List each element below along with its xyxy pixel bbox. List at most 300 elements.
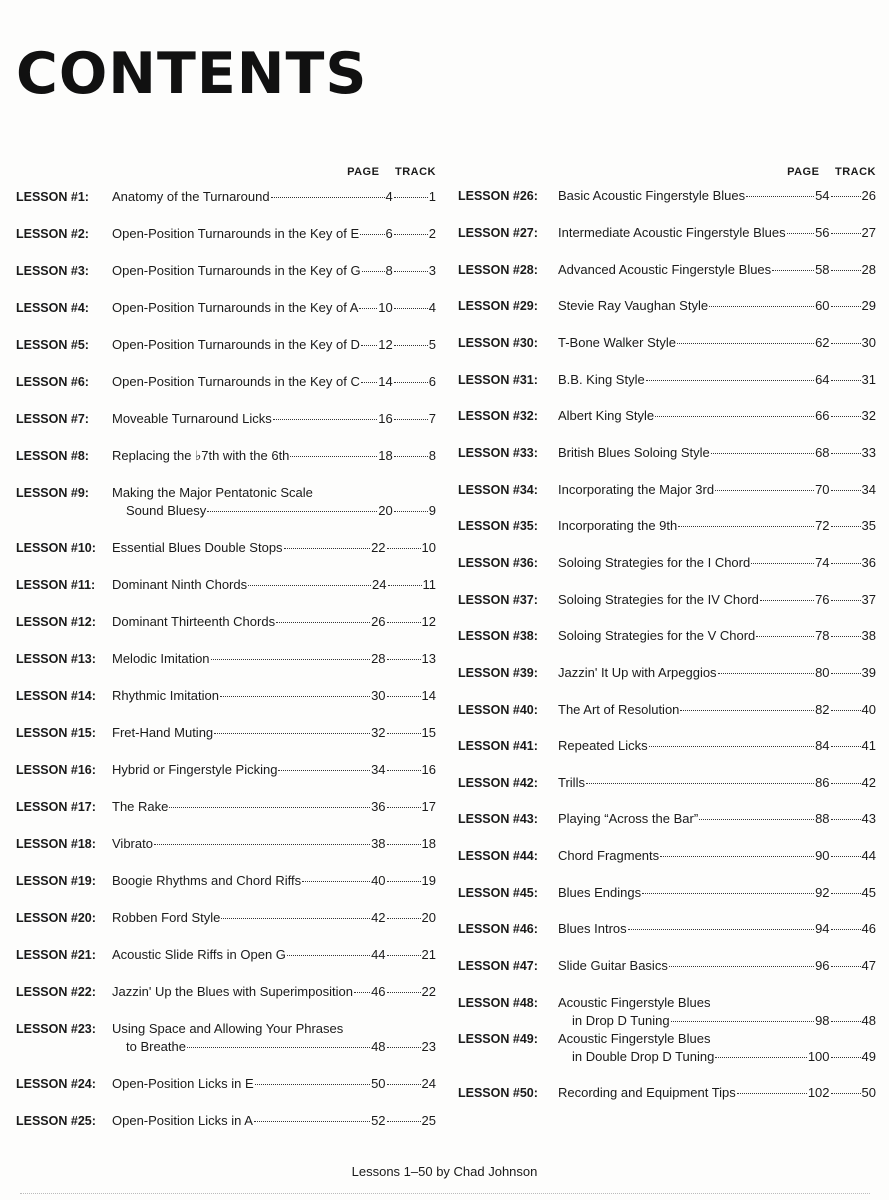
track-number: 27 <box>861 225 876 240</box>
dot-leader <box>831 966 861 967</box>
toc-row <box>558 1048 876 1066</box>
lesson-title: Hybrid or Fingerstyle Picking <box>112 762 278 777</box>
lesson-body <box>558 261 876 279</box>
page-number: 42 <box>371 910 386 925</box>
toc-row <box>112 262 436 280</box>
track-number: 44 <box>861 848 876 863</box>
lesson-title: to Breathe <box>126 1039 186 1054</box>
lesson-title: Fret-Hand Muting <box>112 725 214 740</box>
lesson-body <box>558 627 876 645</box>
lesson-number: LESSON #12: <box>16 615 96 629</box>
track-number: 25 <box>421 1113 436 1128</box>
page-number: 50 <box>371 1076 386 1091</box>
dot-leader <box>359 308 377 309</box>
lesson-number: LESSON #49: <box>458 1032 538 1046</box>
dot-leader <box>760 600 814 601</box>
toc-row <box>112 188 436 206</box>
toc-row <box>558 297 876 315</box>
lesson-body <box>112 336 436 354</box>
page-number: 90 <box>815 848 830 863</box>
track-number: 31 <box>861 372 876 387</box>
lesson-body <box>558 810 876 828</box>
lesson-body <box>112 447 436 465</box>
toc-row <box>112 650 436 668</box>
track-number: 12 <box>421 614 436 629</box>
dot-leader <box>394 271 428 272</box>
track-number: 40 <box>861 702 876 717</box>
track-number: 14 <box>421 688 436 703</box>
dot-leader <box>831 856 861 857</box>
toc-row <box>558 444 876 462</box>
page-number: 98 <box>815 1013 830 1028</box>
lesson-body <box>112 835 436 853</box>
lesson-title-line1: Acoustic Fingerstyle Blues <box>558 1031 711 1046</box>
dot-leader <box>831 893 861 894</box>
lesson-title: Essential Blues Double Stops <box>112 540 283 555</box>
toc-row <box>112 872 436 890</box>
lesson-number: LESSON #24: <box>16 1077 96 1091</box>
page-number: 56 <box>815 225 830 240</box>
track-number: 11 <box>422 577 436 592</box>
toc-row <box>558 554 876 572</box>
dot-leader <box>154 844 370 845</box>
track-header: TRACK <box>835 166 876 178</box>
track-number: 13 <box>421 651 436 666</box>
dot-leader <box>387 955 421 956</box>
lesson-title: Advanced Acoustic Fingerstyle Blues <box>558 262 772 277</box>
lesson-title: Open-Position Turnarounds in the Key of A <box>112 300 359 315</box>
lesson-title: Acoustic Slide Riffs in Open G <box>112 947 286 962</box>
toc-row <box>112 410 436 428</box>
toc-row <box>558 371 876 389</box>
toc-row <box>558 481 876 499</box>
toc-row <box>112 225 436 243</box>
track-number: 46 <box>861 921 876 936</box>
page-number: 60 <box>815 298 830 313</box>
page-number: 66 <box>815 408 830 423</box>
toc-row <box>558 261 876 279</box>
page-number: 52 <box>371 1113 386 1128</box>
lesson-number: LESSON #13: <box>16 652 96 666</box>
toc-row <box>112 539 436 557</box>
dot-leader <box>831 1021 861 1022</box>
lesson-number: LESSON #40: <box>458 703 538 717</box>
dot-leader <box>831 783 861 784</box>
dot-leader <box>248 585 371 586</box>
page-number: 34 <box>371 762 386 777</box>
lesson-body <box>558 224 876 242</box>
lesson-number: LESSON #22: <box>16 985 96 999</box>
page-number: 76 <box>815 592 830 607</box>
lesson-number: LESSON #10: <box>16 541 96 555</box>
page-number: 58 <box>815 262 830 277</box>
toc-row <box>558 591 876 609</box>
lesson-number: LESSON #37: <box>458 593 538 607</box>
dot-leader <box>831 306 861 307</box>
dot-leader <box>387 1084 421 1085</box>
lesson-number: LESSON #34: <box>458 483 538 497</box>
lesson-number: LESSON #45: <box>458 886 538 900</box>
dot-leader <box>831 196 861 197</box>
dot-leader <box>284 548 371 549</box>
lesson-title: Stevie Ray Vaughan Style <box>558 298 709 313</box>
lesson-number: LESSON #9: <box>16 486 89 500</box>
toc-row <box>558 224 876 242</box>
page-number: 36 <box>371 799 386 814</box>
dot-leader <box>646 380 814 381</box>
dot-leader <box>831 416 861 417</box>
lesson-body <box>558 187 876 205</box>
toc-row <box>112 1038 436 1056</box>
lesson-body <box>112 539 436 557</box>
page-number: 44 <box>371 947 386 962</box>
toc-row <box>558 1084 876 1102</box>
track-number: 45 <box>861 885 876 900</box>
lesson-body <box>558 737 876 755</box>
lesson-number: LESSON #43: <box>458 812 538 826</box>
page-number: 16 <box>378 411 393 426</box>
lesson-number: LESSON #19: <box>16 874 96 888</box>
dot-leader <box>354 992 370 993</box>
lesson-body <box>558 1084 876 1102</box>
toc-row <box>558 1012 876 1030</box>
page-header: PAGE <box>347 166 380 178</box>
lesson-body <box>558 920 876 938</box>
page-number: 70 <box>815 482 830 497</box>
lesson-number: LESSON #16: <box>16 763 96 777</box>
track-number: 48 <box>861 1013 876 1028</box>
lesson-body <box>558 554 876 572</box>
toc-row <box>112 983 436 1001</box>
dot-leader <box>287 955 370 956</box>
lesson-number: LESSON #38: <box>458 629 538 643</box>
page-number: 48 <box>371 1039 386 1054</box>
track-number: 36 <box>861 555 876 570</box>
toc-row <box>558 957 876 975</box>
lesson-number: LESSON #8: <box>16 449 89 463</box>
lesson-body <box>112 946 436 964</box>
dot-leader <box>387 1121 421 1122</box>
page-number: 82 <box>815 702 830 717</box>
lesson-body <box>112 761 436 779</box>
lesson-number: LESSON #27: <box>458 226 538 240</box>
toc-row <box>558 701 876 719</box>
lesson-title: Replacing the ♭7th with the 6th <box>112 448 290 463</box>
lesson-title: Robben Ford Style <box>112 910 221 925</box>
track-number: 37 <box>861 592 876 607</box>
dot-leader <box>254 1121 370 1122</box>
lesson-number: LESSON #7: <box>16 412 89 426</box>
dot-leader <box>388 585 422 586</box>
dot-leader <box>387 918 421 919</box>
dot-leader <box>302 881 370 882</box>
lesson-number: LESSON #1: <box>16 190 89 204</box>
toc-row <box>112 798 436 816</box>
track-number: 16 <box>421 762 436 777</box>
lesson-body <box>112 410 436 428</box>
lesson-body <box>558 957 876 975</box>
track-number: 24 <box>421 1076 436 1091</box>
dot-leader <box>831 526 861 527</box>
lesson-title: Basic Acoustic Fingerstyle Blues <box>558 188 746 203</box>
lesson-title: Trills <box>558 775 585 790</box>
dot-leader <box>362 271 385 272</box>
lesson-number: LESSON #31: <box>458 373 538 387</box>
dot-leader <box>660 856 814 857</box>
track-number: 38 <box>861 628 876 643</box>
lesson-body <box>112 798 436 816</box>
lesson-body <box>112 262 436 280</box>
dot-leader <box>394 382 428 383</box>
track-number: 50 <box>861 1085 876 1100</box>
toc-row <box>558 774 876 792</box>
dot-leader <box>756 636 814 637</box>
dot-leader <box>387 770 421 771</box>
dot-leader <box>831 490 861 491</box>
page-header: PAGE <box>787 166 820 178</box>
dot-leader <box>214 733 370 734</box>
lesson-title: Anatomy of the Turnaround <box>112 189 270 204</box>
dot-leader <box>278 770 370 771</box>
page-number: 54 <box>815 188 830 203</box>
lesson-number: LESSON #48: <box>458 996 538 1010</box>
page-number: 12 <box>378 337 393 352</box>
toc-row <box>112 447 436 465</box>
lesson-number: LESSON #23: <box>16 1022 96 1036</box>
lesson-body <box>558 774 876 792</box>
dot-leader <box>831 270 861 271</box>
lesson-body <box>558 664 876 682</box>
track-number: 7 <box>428 411 436 426</box>
lesson-number: LESSON #44: <box>458 849 538 863</box>
track-number: 35 <box>861 518 876 533</box>
dot-leader <box>831 819 861 820</box>
dot-leader <box>831 600 861 601</box>
dot-leader <box>387 992 421 993</box>
page-number: 24 <box>372 577 387 592</box>
lesson-body <box>112 687 436 705</box>
lesson-number: LESSON #14: <box>16 689 96 703</box>
dot-leader <box>831 673 861 674</box>
dot-leader <box>677 343 814 344</box>
dot-leader <box>680 710 814 711</box>
lesson-number: LESSON #47: <box>458 959 538 973</box>
dot-leader <box>361 345 377 346</box>
lesson-title: Albert King Style <box>558 408 655 423</box>
dot-leader <box>737 1093 807 1094</box>
lesson-number: LESSON #41: <box>458 739 538 753</box>
dot-leader <box>586 783 814 784</box>
page-number: 86 <box>815 775 830 790</box>
lesson-body <box>558 847 876 865</box>
dot-leader <box>394 345 428 346</box>
lesson-number: LESSON #46: <box>458 922 538 936</box>
page-number: 84 <box>815 738 830 753</box>
lesson-body <box>558 297 876 315</box>
track-number: 2 <box>428 226 436 241</box>
page-number: 88 <box>815 811 830 826</box>
dot-leader <box>169 807 370 808</box>
toc-row <box>558 517 876 535</box>
dot-leader <box>220 696 370 697</box>
dot-leader <box>271 197 385 198</box>
track-number: 17 <box>421 799 436 814</box>
track-number: 22 <box>421 984 436 999</box>
column-header <box>775 166 876 178</box>
dot-leader <box>831 746 861 747</box>
track-number: 4 <box>428 300 436 315</box>
dot-leader <box>831 929 861 930</box>
track-number: 47 <box>861 958 876 973</box>
lesson-body <box>558 334 876 352</box>
lesson-title: Soloing Strategies for the IV Chord <box>558 592 759 607</box>
dot-leader <box>831 710 861 711</box>
lesson-title: Repeated Licks <box>558 738 648 753</box>
lesson-body <box>558 444 876 462</box>
page-number: 6 <box>385 226 393 241</box>
lesson-body <box>558 371 876 389</box>
lesson-title: Open-Position Turnarounds in the Key of D <box>112 337 360 352</box>
lesson-number: LESSON #17: <box>16 800 96 814</box>
track-number: 18 <box>421 836 436 851</box>
dot-leader <box>718 673 815 674</box>
track-number: 29 <box>861 298 876 313</box>
lesson-body <box>558 407 876 425</box>
page-number: 4 <box>385 189 393 204</box>
dot-leader <box>221 918 370 919</box>
dot-leader <box>276 622 370 623</box>
track-number: 5 <box>428 337 436 352</box>
dot-leader <box>831 636 861 637</box>
lesson-title: Dominant Thirteenth Chords <box>112 614 276 629</box>
lesson-number: LESSON #5: <box>16 338 89 352</box>
dot-leader <box>831 1057 861 1058</box>
lesson-title: Boogie Rhythms and Chord Riffs <box>112 873 302 888</box>
lesson-number: LESSON #29: <box>458 299 538 313</box>
lesson-body <box>112 373 436 391</box>
lesson-body <box>112 188 436 206</box>
lesson-title: Dominant Ninth Chords <box>112 577 248 592</box>
toc-row <box>112 299 436 317</box>
dot-leader <box>387 733 421 734</box>
lesson-number: LESSON #32: <box>458 409 538 423</box>
lesson-title: Rhythmic Imitation <box>112 688 219 703</box>
page-number: 38 <box>371 836 386 851</box>
dot-leader <box>387 622 421 623</box>
lesson-body <box>112 724 436 742</box>
page-number: 64 <box>815 372 830 387</box>
lesson-title: in Double Drop D Tuning <box>572 1049 715 1064</box>
lesson-body <box>112 983 436 1001</box>
dot-leader <box>394 308 428 309</box>
track-number: 26 <box>861 188 876 203</box>
lesson-title: Blues Endings <box>558 885 642 900</box>
lesson-title: Open-Position Turnarounds in the Key of E <box>112 226 360 241</box>
lesson-title-line1: Using Space and Allowing Your Phrases <box>112 1021 344 1036</box>
toc-row <box>112 336 436 354</box>
dot-leader <box>207 511 377 512</box>
dot-leader <box>655 416 814 417</box>
page-number: 68 <box>815 445 830 460</box>
page-footer: Lessons 1–50 by Chad Johnson <box>351 1164 538 1179</box>
toc-row <box>558 810 876 828</box>
track-number: 6 <box>428 374 436 389</box>
page-number: 8 <box>385 263 393 278</box>
lesson-title: Open-Position Turnarounds in the Key of C <box>112 374 360 389</box>
lesson-body <box>112 650 436 668</box>
dot-leader <box>711 453 814 454</box>
lesson-body <box>112 1075 436 1093</box>
page-number: 72 <box>815 518 830 533</box>
page-number: 78 <box>815 628 830 643</box>
toc-row <box>558 847 876 865</box>
page-number: 14 <box>378 374 393 389</box>
dot-leader <box>394 234 428 235</box>
dot-leader <box>751 563 814 564</box>
lesson-number: LESSON #33: <box>458 446 538 460</box>
dot-leader <box>387 659 421 660</box>
page-number: 32 <box>371 725 386 740</box>
lesson-body <box>112 1020 436 1056</box>
dot-leader <box>394 197 428 198</box>
dot-leader <box>387 1047 421 1048</box>
lesson-number: LESSON #6: <box>16 375 89 389</box>
track-number: 34 <box>861 482 876 497</box>
dot-leader <box>255 1084 370 1085</box>
page-number: 92 <box>815 885 830 900</box>
lesson-title: The Art of Resolution <box>558 702 680 717</box>
column-header <box>335 166 436 178</box>
lesson-title: The Rake <box>112 799 169 814</box>
dot-leader <box>360 234 384 235</box>
dot-leader <box>394 456 428 457</box>
lesson-title: Chord Fragments <box>558 848 660 863</box>
lesson-title: Playing “Across the Bar” <box>558 811 699 826</box>
lesson-title: Jazzin' Up the Blues with Superimposition <box>112 984 353 999</box>
lesson-title: Slide Guitar Basics <box>558 958 668 973</box>
lesson-number: LESSON #21: <box>16 948 96 962</box>
toc-row <box>112 613 436 631</box>
page-number: 96 <box>815 958 830 973</box>
toc-row <box>112 909 436 927</box>
toc-row <box>112 373 436 391</box>
track-number: 49 <box>861 1049 876 1064</box>
track-header: TRACK <box>395 166 436 178</box>
dot-leader <box>831 563 861 564</box>
dot-leader <box>394 419 428 420</box>
lesson-body <box>112 1112 436 1130</box>
lesson-number: LESSON #20: <box>16 911 96 925</box>
lesson-title: Sound Bluesy <box>126 503 207 518</box>
page-number: 40 <box>371 873 386 888</box>
page-number: 30 <box>371 688 386 703</box>
track-number: 1 <box>428 189 436 204</box>
toc-row <box>558 884 876 902</box>
track-number: 39 <box>861 665 876 680</box>
page-number: 26 <box>371 614 386 629</box>
lesson-body <box>558 517 876 535</box>
lesson-number: LESSON #18: <box>16 837 96 851</box>
dot-leader <box>831 233 861 234</box>
dot-leader <box>642 893 814 894</box>
lesson-number: LESSON #3: <box>16 264 89 278</box>
dot-leader <box>831 453 861 454</box>
track-number: 32 <box>861 408 876 423</box>
lesson-number: LESSON #30: <box>458 336 538 350</box>
dot-leader <box>746 196 814 197</box>
track-number: 21 <box>421 947 436 962</box>
lesson-number: LESSON #26: <box>458 189 538 203</box>
